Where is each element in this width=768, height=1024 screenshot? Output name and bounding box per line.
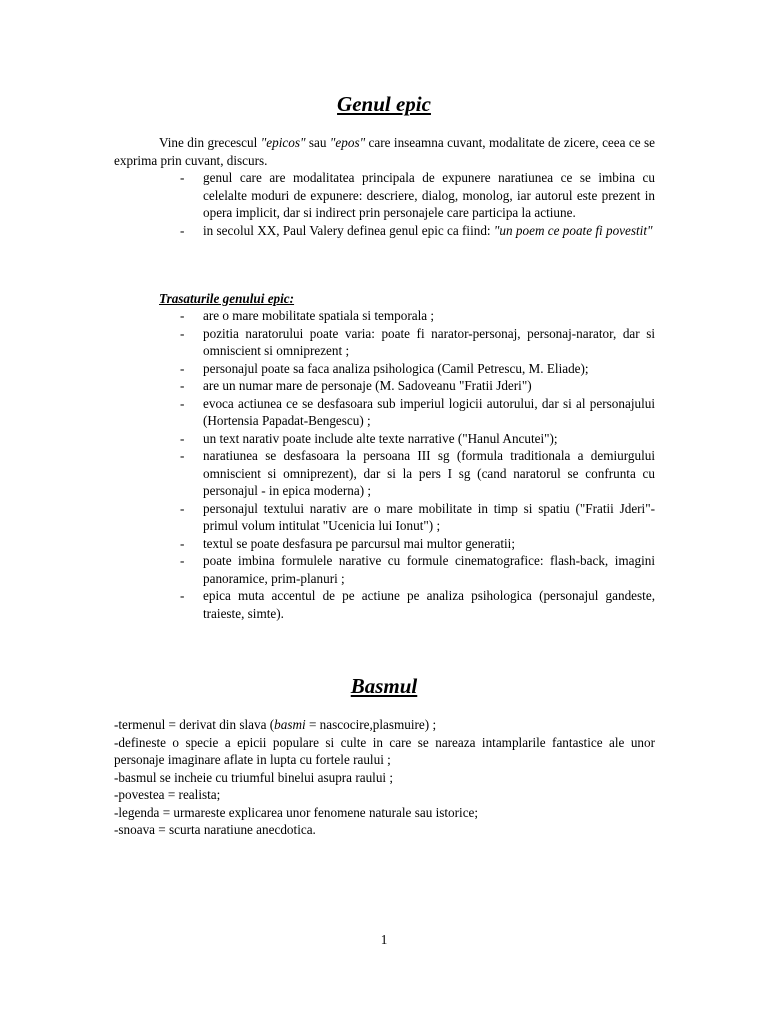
trasaturi-list bbox=[182, 307, 655, 622]
term-basmi: basmi bbox=[274, 717, 306, 732]
basm-line: -basmul se incheie cu triumful binelui asupra raului ; bbox=[114, 769, 394, 785]
list-item: - are un numar mare de personaje (M. Sadoveanu "Fratii Jderi") bbox=[180, 378, 532, 393]
list-item: - un text narativ poate include alte texte narrative ("Hanul Ancutei"); bbox=[180, 430, 558, 446]
list-item-text: un text narativ poate include alte texte narrative ("Hanul Ancutei"); bbox=[203, 430, 558, 446]
subheading-trasaturi: Trasaturile genului epic: bbox=[159, 291, 295, 306]
list-item: - textul se poate desfasura pe parcursul mai multor generatii; bbox=[180, 535, 515, 551]
list-item-text: textul se poate desfasura pe parcursul mai multor generatii; bbox=[203, 535, 515, 551]
list-item-text: are un numar mare de personaje (M. Sadoveanu "Fratii Jderi") bbox=[203, 378, 532, 393]
list-item-text: epica muta accentul de pe actiune pe analiza psihologica (personajul gandeste, traieste, simte). bbox=[203, 588, 655, 621]
basm-line: -defineste o specie a epicii populare si culte in care se nareaza intamplarile fantastice ale unor personaje imaginare aflate in lupta cu fortele raului ; bbox=[114, 734, 655, 767]
list-item: - are o mare mobilitate spatiala si temporala ; bbox=[180, 308, 435, 323]
basm-line: -snoava = scurta naratiune anecdotica. bbox=[114, 822, 316, 837]
list-item-text: naratiunea se desfasoara la persoana III sg (formula traditionala a demiurgului omniscient si omniprezent), dar si la pers I sg (cand naratorul se confrunta cu personajul - in epica moderna) ; bbox=[203, 448, 655, 498]
basmul-section bbox=[114, 716, 655, 839]
definition-text: genul care are modalitatea principala de expunere naratiunea ce se imbina cu celelalte moduri de expunere: descriere, dialog, monolog, iar autorul este prezent in opera implicit, dar si indirect prin personajele care participa la actiune. bbox=[203, 170, 655, 220]
list-item-text: poate imbina formulele narative cu formule cinematografice: flash-back, imagini panoramice, prim-planuri ; bbox=[203, 553, 655, 586]
basm-line: -legenda = urmareste explicarea unor fenomene naturale sau istorice; bbox=[114, 804, 479, 820]
list-item: - in secolul XX, Paul Valery definea genul epic ca fiind: "un poem ce poate fi povestit" bbox=[180, 222, 653, 238]
basm-line: -povestea = realista; bbox=[114, 787, 221, 802]
list-item-text: are o mare mobilitate spatiala si temporala ; bbox=[203, 308, 435, 323]
list-item-text: pozitia naratorului poate varia: poate fi narator-personaj, personaj-narator, dar si omniscient si omniprezent ; bbox=[203, 325, 655, 358]
valery-quote: "un poem ce poate fi povestit" bbox=[493, 222, 653, 238]
basm-line bbox=[114, 716, 655, 734]
intro-paragraph bbox=[114, 134, 655, 169]
list-item: - poate imbina formulele narative cu formule cinematografice: flash-back, imagini panoramice, prim-planuri ; bbox=[180, 553, 655, 586]
list-item-text: evoca actiunea ce se desfasoara sub imperiul logicii autorului, dar si al personajului (Hortensia Papadat-Bengescu) ; bbox=[203, 395, 655, 428]
list-item: - evoca actiunea ce se desfasoara sub imperiul logicii autorului, dar si al personajului (Hortensia Papadat-Bengescu) ; bbox=[180, 395, 655, 428]
basm-line-text: -termenul = derivat din slava ( bbox=[114, 717, 275, 732]
page-number: 1 bbox=[380, 932, 388, 947]
title-basmul: Basmul bbox=[350, 674, 418, 698]
definition-list bbox=[182, 169, 655, 239]
title-genul-epic: Genul epic bbox=[337, 92, 431, 116]
intro-part-1: Vine din grecescul bbox=[159, 135, 261, 150]
list-item: - epica muta accentul de pe actiune pe analiza psihologica (personajul gandeste, traieste, simte). bbox=[180, 588, 655, 621]
list-item: - naratiunea se desfasoara la persoana III sg (formula traditionala a demiurgului omniscient si omniprezent), dar si la pers I sg (cand naratorul se confrunta cu personajul - in epica moderna) ; bbox=[180, 448, 655, 498]
list-item: - pozitia naratorului poate varia: poate fi narator-personaj, personaj-narator, dar si omniscient si omniprezent ; bbox=[180, 325, 655, 358]
term-epicos: "epicos" bbox=[260, 135, 306, 150]
intro-part-2: sau bbox=[305, 135, 330, 150]
list-item-text: personajul textului narativ are o mare mobilitate in timp si spatiu ("Fratii Jderi"- primul volum intitulat "Ucenicia lui Ionut") ; bbox=[203, 500, 655, 533]
term-epos: "epos" bbox=[329, 135, 366, 150]
list-item: - genul care are modalitatea principala de expunere naratiunea ce se imbina cu celelalte moduri de expunere: descriere, dialog, monolog, iar autorul este prezent in opera implicit, dar si indirect prin personajele care participa la actiune. bbox=[180, 170, 655, 220]
list-item: - personajul poate sa faca analiza psihologica (Camil Petrescu, M. Eliade); bbox=[180, 360, 589, 376]
list-item-text: personajul poate sa faca analiza psihologica (Camil Petrescu, M. Eliade); bbox=[203, 360, 589, 376]
definition-text: in secolul XX, Paul Valery definea genul epic ca fiind: bbox=[203, 222, 494, 238]
basm-line-text: = nascocire,plasmuire) ; bbox=[305, 717, 437, 732]
intro-part-3: care inseamna cuvant, modalitate de zicere, ceea ce se exprima prin cuvant, discurs. bbox=[114, 135, 655, 168]
list-item: - personajul textului narativ are o mare mobilitate in timp si spatiu ("Fratii Jderi"- primul volum intitulat "Ucenicia lui Ionut") ; bbox=[180, 500, 655, 533]
